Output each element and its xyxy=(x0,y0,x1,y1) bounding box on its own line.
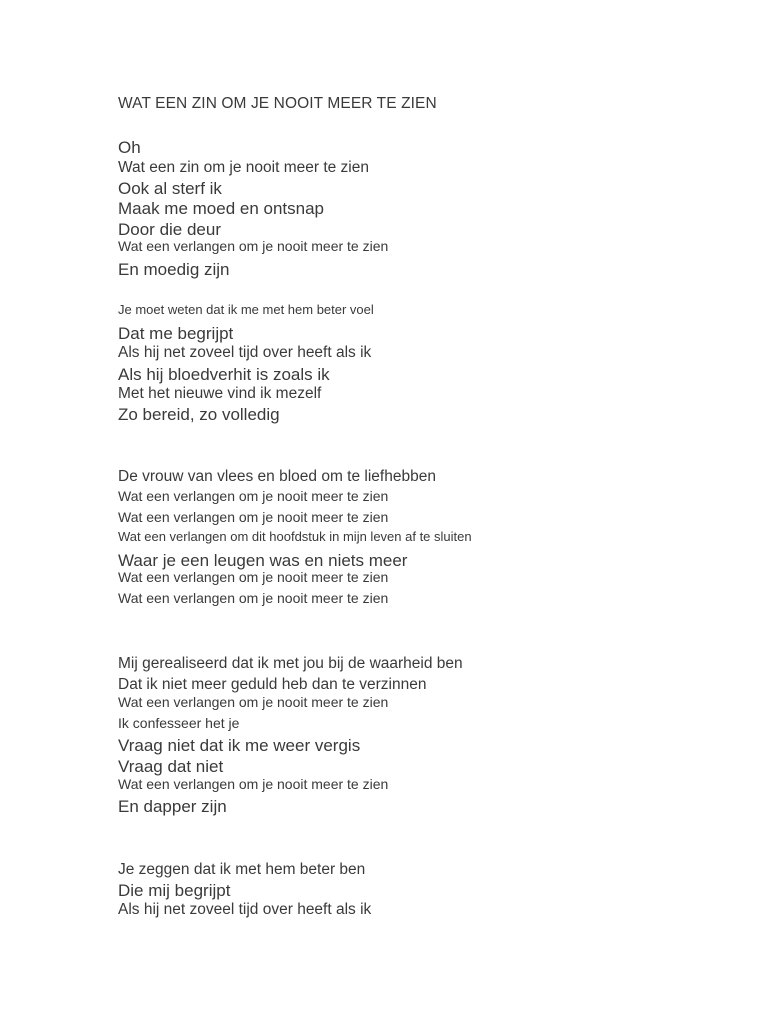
lyric-line: Wat een zin om je nooit meer te zien xyxy=(118,159,369,176)
lyric-line: Wat een verlangen om je nooit meer te zien xyxy=(118,509,389,525)
lyric-line: Oh xyxy=(118,138,141,157)
lyric-line: Wat een verlangen om je nooit meer te zien xyxy=(118,488,389,504)
lyric-line: Als hij net zoveel tijd over heeft als ik xyxy=(118,901,372,918)
lyric-line: Maak me moed en ontsnap xyxy=(118,199,325,218)
lyric-line: Wat een verlangen om je nooit meer te zien xyxy=(118,569,389,585)
lyric-line: Ook al sterf ik xyxy=(118,179,222,198)
lyric-line: Wat een verlangen om dit hoofdstuk in mijn leven af te sluiten xyxy=(118,529,472,544)
lyric-line: Als hij bloedverhit is zoals ik xyxy=(118,365,330,384)
lyric-line: Mij gerealiseerd dat ik met jou bij de waarheid ben xyxy=(118,655,463,672)
lyric-line: Ik confesseer het je xyxy=(118,715,240,731)
lyric-line: Wat een verlangen om je nooit meer te zien xyxy=(118,590,389,606)
lyric-line: Wat een verlangen om je nooit meer te zien xyxy=(118,694,389,710)
lyric-line: Die mij begrijpt xyxy=(118,881,231,900)
lyric-line: Je moet weten dat ik me met hem beter voel xyxy=(118,302,374,317)
lyric-line: Vraag niet dat ik me weer vergis xyxy=(118,736,361,755)
lyric-line: Wat een verlangen om je nooit meer te zien xyxy=(118,776,389,792)
lyric-line: En moedig zijn xyxy=(118,260,230,279)
lyric-line: Met het nieuwe vind ik mezelf xyxy=(118,385,322,402)
lyric-line: Dat ik niet meer geduld heb dan te verzinnen xyxy=(118,676,427,693)
lyric-line: Als hij net zoveel tijd over heeft als ik xyxy=(118,344,372,361)
lyric-line: Zo bereid, zo volledig xyxy=(118,405,280,424)
song-title: WAT EEN ZIN OM JE NOOIT MEER TE ZIEN xyxy=(118,95,437,112)
lyric-line: Je zeggen dat ik met hem beter ben xyxy=(118,861,366,878)
lyric-line: De vrouw van vlees en bloed om te liefhebben xyxy=(118,468,436,485)
lyric-line: Wat een verlangen om je nooit meer te zien xyxy=(118,238,389,254)
lyric-line: En dapper zijn xyxy=(118,797,227,816)
lyric-line: Vraag dat niet xyxy=(118,757,224,776)
lyric-line: Door die deur xyxy=(118,220,222,239)
lyric-line: Waar je een leugen was en niets meer xyxy=(118,551,408,570)
lyric-line: Dat me begrijpt xyxy=(118,324,234,343)
